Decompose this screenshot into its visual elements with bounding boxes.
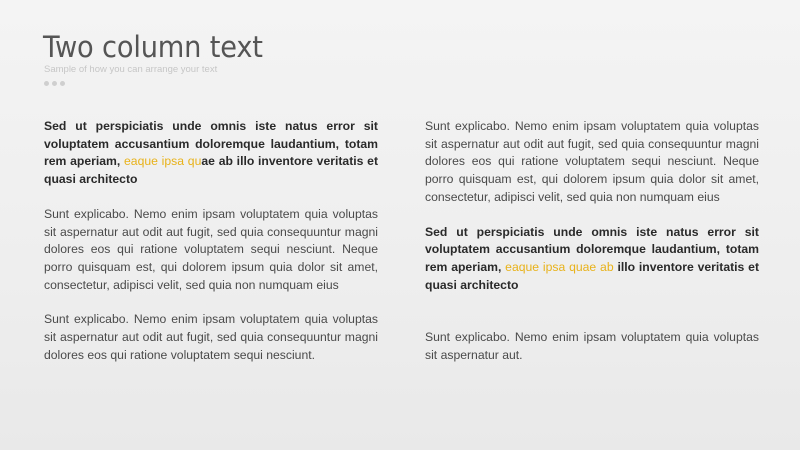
dot-icon bbox=[44, 81, 49, 86]
left-paragraph-1-text-end: ae ab illo inventore veritatis et quasi architecto bbox=[44, 154, 379, 187]
dot-icon bbox=[52, 81, 57, 86]
left-column bbox=[44, 118, 378, 364]
left-paragraph-1-highlight: eaque ipsa qu bbox=[124, 154, 202, 169]
decorative-dots bbox=[44, 81, 65, 86]
slide-title: Two column text bbox=[43, 30, 263, 64]
left-paragraph-2: Sunt explicabo. Nemo enim ipsam voluptatem quia voluptas sit aspernatur aut odit aut fugit, sed quia consequuntur magni dolores eos qui ratione voluptatem sequi nesciunt. Neque porro quisquam est, qui dolorem ipsum quia dolor sit amet, consectetur, adipisci velit, sed quia non numquam eius bbox=[44, 206, 378, 292]
right-paragraph-2 bbox=[425, 224, 759, 295]
slide-subtitle: Sample of how you can arrange your text bbox=[44, 64, 218, 75]
left-paragraph-3: Sunt explicabo. Nemo enim ipsam voluptatem quia voluptas sit aspernatur aut odit aut fugit, sed quia consequuntur magni dolores eos qui ratione voluptatem sequi nesciunt. bbox=[44, 312, 378, 362]
right-paragraph-2-text: Sed ut perspiciatis unde omnis iste natus error sit voluptatem accusantium doloremque laudantium, totam rem aperiam, bbox=[425, 224, 759, 274]
right-paragraph-3: Sunt explicabo. Nemo enim ipsam voluptatem quia voluptas sit aspernatur aut. bbox=[425, 330, 759, 363]
left-paragraph-1 bbox=[44, 118, 378, 189]
dot-icon bbox=[60, 81, 65, 86]
right-paragraph-2-text-end: illo inventore veritatis et quasi architecto bbox=[425, 259, 759, 292]
left-paragraph-1-text: Sed ut perspiciatis unde omnis iste natus error sit voluptatem accusantium doloremque laudantium, totam rem aperiam, bbox=[44, 119, 378, 169]
right-paragraph-1: Sunt explicabo. Nemo enim ipsam voluptatem quia voluptas sit aspernatur aut odit aut fugit, sed quia consequuntur magni dolores eos qui ratione voluptatem sequi nesciunt. Neque porro quisquam est, qui dolorem ipsum quia dolor sit amet, consectetur, adipisci velit, sed quia non numquam eius bbox=[425, 119, 759, 204]
right-column bbox=[425, 118, 759, 365]
right-paragraph-2-highlight: eaque ipsa quae ab bbox=[505, 259, 614, 274]
